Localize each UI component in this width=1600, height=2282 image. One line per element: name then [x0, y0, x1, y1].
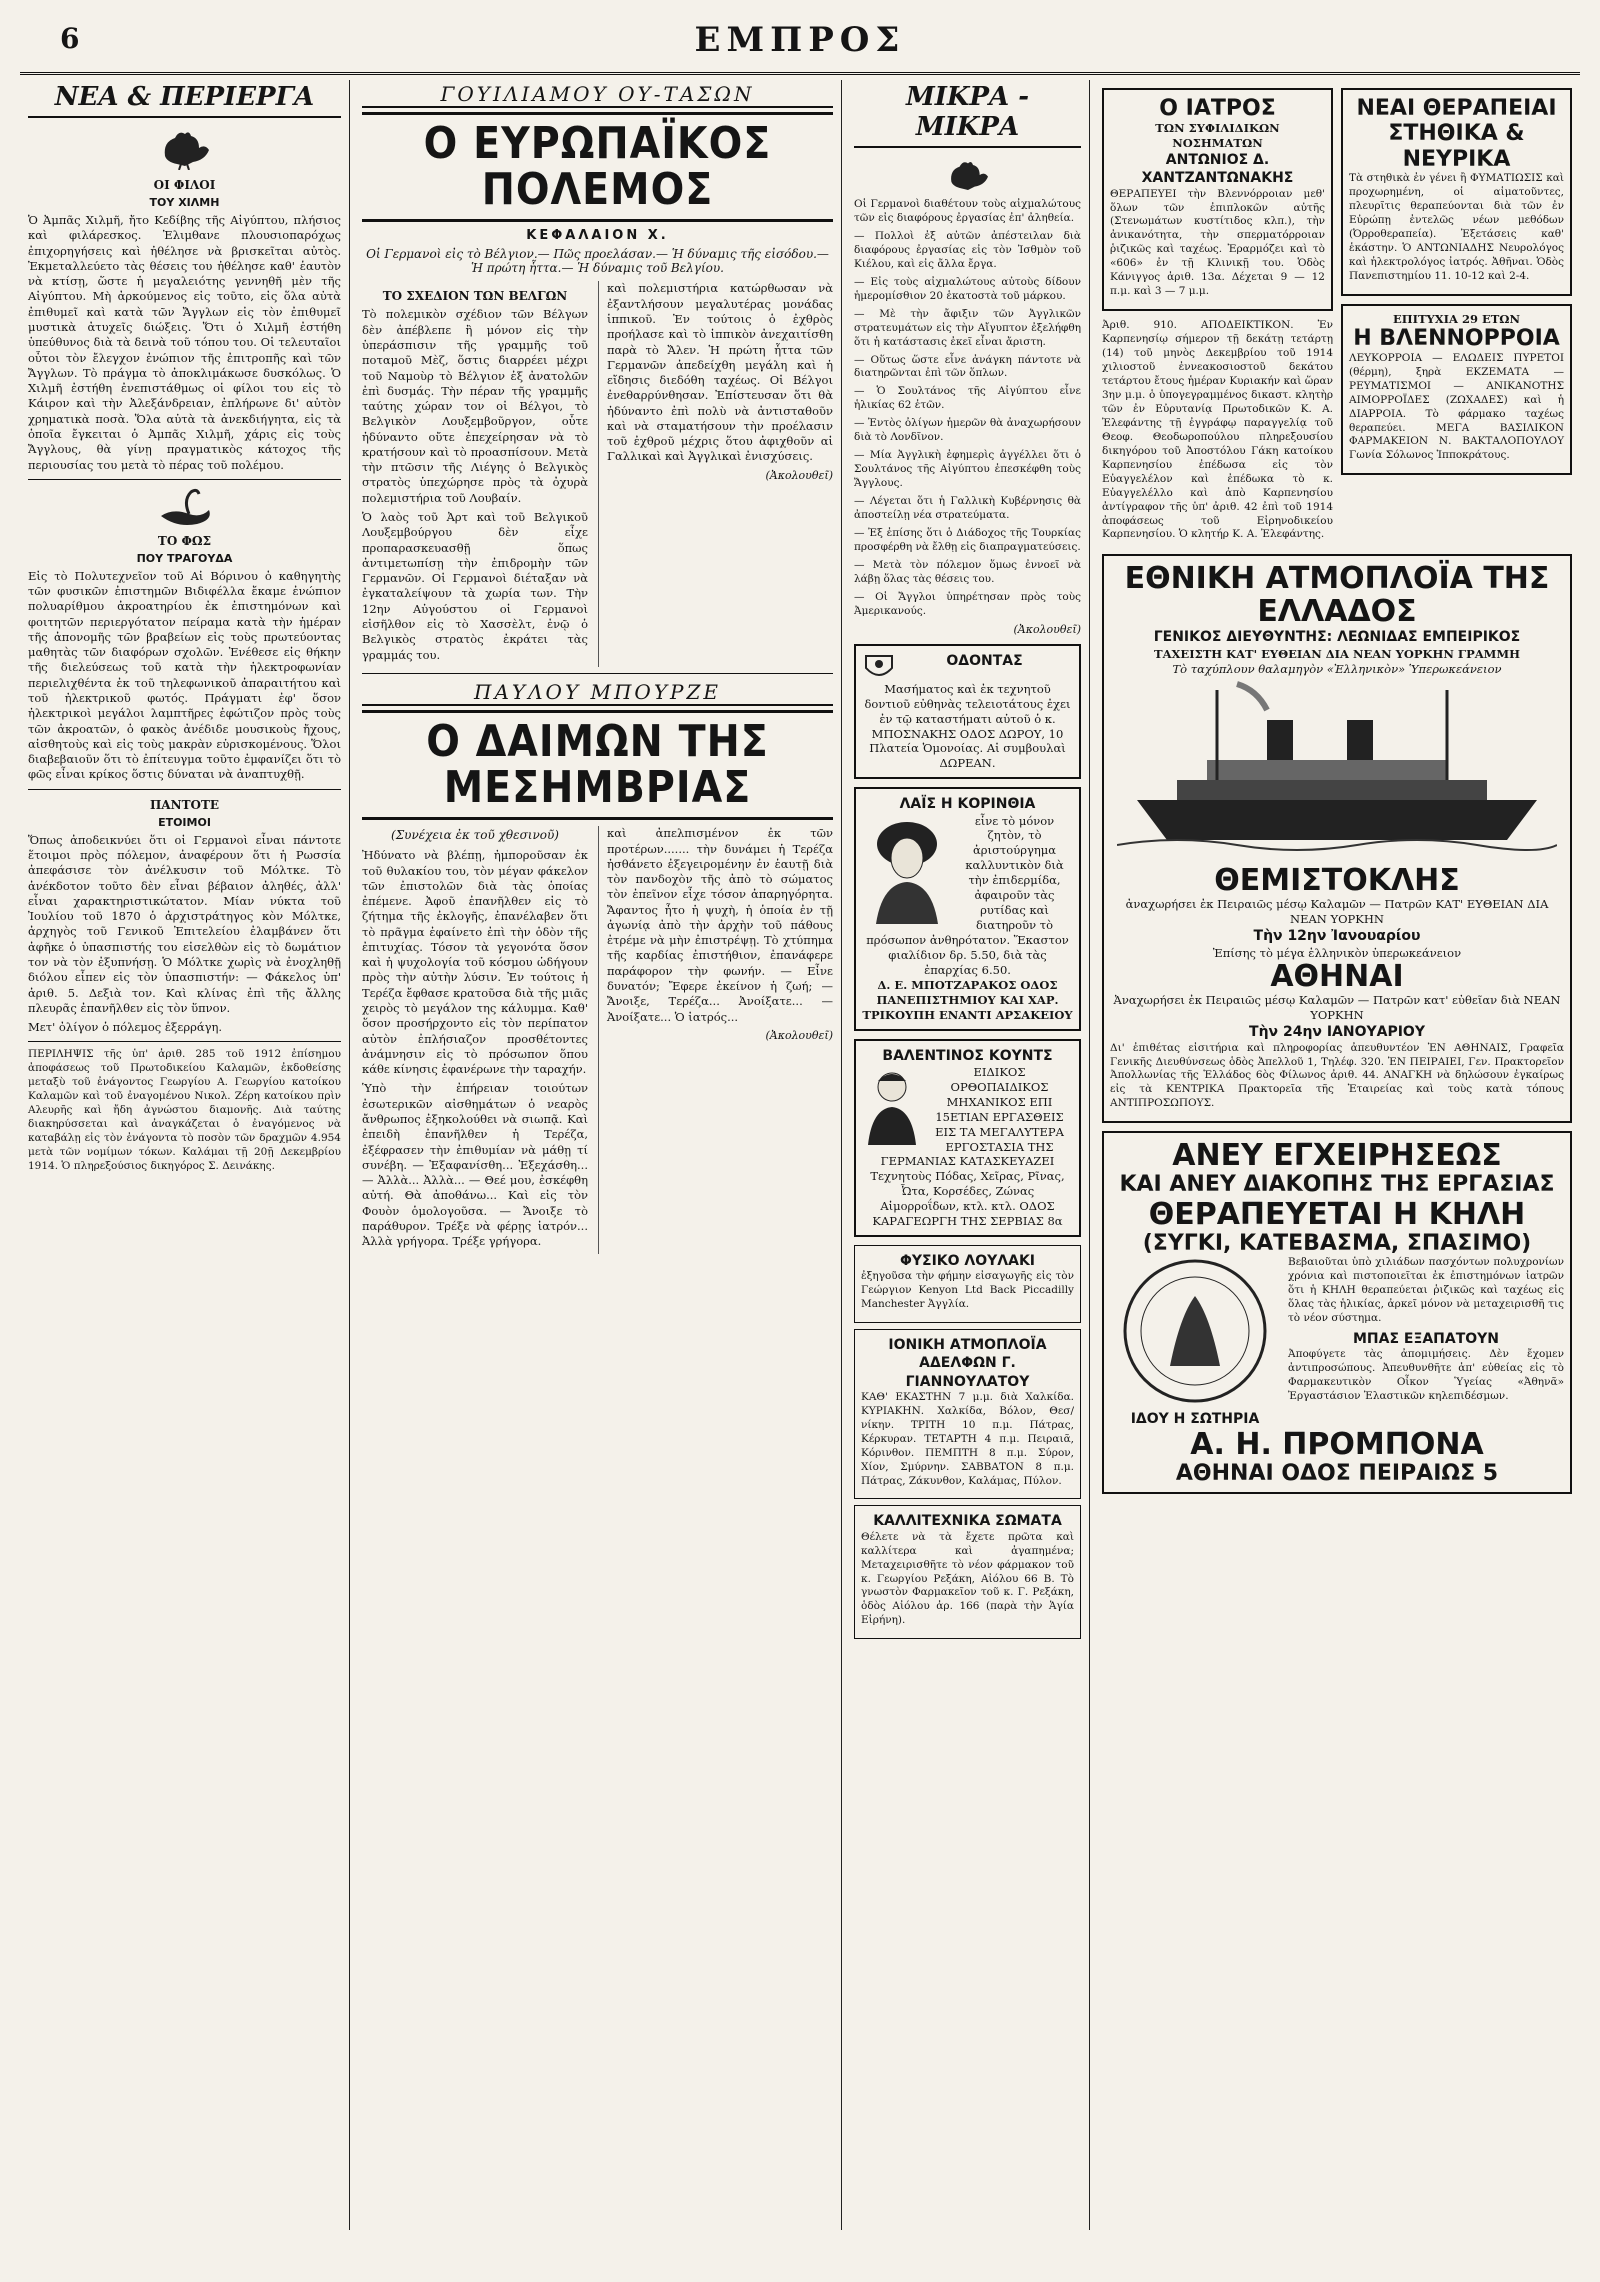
continued-note: (Ἀκολουθεῖ) — [765, 1028, 833, 1042]
column-ads — [1094, 80, 1580, 2230]
ad-text: εἶνε τὸ μόνον ζητὸν, τὸ ἀριστούργημα καλλυντικὸν διὰ τὴν ἐπιδερμίδα, ἀφαιροῦν τὰς ρυτίδας καὶ διατηροῦν τὸ πρόσωπον ἀνθηρότατον. Ἕκαστον φιαλίδιον δρ. 5.50, διὰ τὰς ἐπαρχίας 6.50. — [866, 813, 1069, 977]
brief-item: — Πολλοὶ ἐξ αὐτῶν ἀπέστειλαν διὰ διαφόρους ἐργασίας εἰς τὸν Ἰσθμὸν τοῦ Κιέλου, καὶ εἰς ἄλλα ἔργα. — [854, 229, 1081, 270]
brief-item: — Λέγεται ὅτι ἡ Γαλλικὴ Κυβέρνησις θὰ ἀποστείλῃ νέα στρατεύματα. — [854, 495, 1081, 522]
ad-text: ΛΕΥΚΟΡΡΟΙΑ — ΕΛΩΔΕΙΣ ΠΥΡΕΤΟΙ (θέρμη), ξηρὰ ΕΚΖΕΜΑΤΑ — ΡΕΥΜΑΤΙΣΜΟΙ — ΑΝΙΚΑΝΟΤΗΣ ΑΙΜΟΡΡΟΪΔΕΣ (ΖΩΧΑΔΕΣ) καὶ ἡ ΔΙΑΡΡΟΙΑ. Τὸ φάρμακο ταχέως θεραπεύει. ΜΕΓΑ ΒΑΣΙΛΙΚΟΝ ΦΑΡΜΑΚΕΙΟΝ Ν. ΒΑΚΤΑΛΟΠΟΥΛΟΥ Γωνία Σόλωνος Ἱπποκράτους. — [1349, 351, 1564, 462]
ad-seller: Α. Η. ΠΡΟΜΠΟΝΑ — [1190, 1427, 1484, 1463]
brief-item: — Μετὰ τὸν πόλεμον ὅμως ἐννοεῖ νὰ λάβῃ ὅλας τὰς θέσεις του. — [854, 558, 1081, 585]
steamship-icon — [1117, 680, 1557, 860]
serial-body — [362, 281, 833, 666]
brief-item: — Οἱ Ἄγγλοι ὑπηρέτησαν πρὸς τοὺς Ἀμερικανούς. — [854, 590, 1081, 617]
article-text: καὶ ἀπελπισμένον ἐκ τῶν προτέρων....... τὴν δυνάμει ἡ Τερέζα ἠσθάνετο ἐξεγειρομένην ἐν ἑαυτῇ διὰ τὸν πανδοχὸν τῆς ἀπὸ τὸ σώματος τὸν ἐπεῖνον εἶχε τόσον ἀπαρηγόρητα. Ἄφαντος ἦτο ἡ ψυχὴ, ἡ ὁποία ἐν τῇ ἀγωνίᾳ ἀπὸ τὴν ἀρχὴν τοῦ πάθους ἐτρέμε νὰ μὴν ἐπιστρέψῃ. Τὸ χτύπημα τῆς καρδίας ἐπιστήθιον, ἐπανάφερε παράφορον τὴν φωνήν. — Εἶνε δυνατόν; Ἔφερε ἐκείνον ἡ ζωή; — Ἄνοιξε, Τερέζα... Ἀνοίξατε... — Ἀνοίξατε... Ὁ ἰατρός... — [607, 826, 833, 1024]
brief-item: — Ἐξ ἐπίσης ὅτι ὁ Διάδοχος τῆς Τουρκίας προσφέρθη νὰ ἔλθῃ εἰς διαπραγματεύσεις. — [854, 527, 1081, 553]
briefs-list — [854, 198, 1081, 619]
column-news — [20, 80, 350, 2230]
ad-title: ΕΘΝΙΚΗ ΑΤΜΟΠΛΟΪΑ ΤΗΣ ΕΛΛΑΔΟΣ — [1124, 561, 1550, 630]
ad-subtitle: ΤΩΝ ΣΥΦΙΛΙΔΙΚΩΝ ΝΟΣΗΜΑΤΩΝ — [1155, 121, 1280, 151]
ad-title: Ο ΙΑΤΡΟΣ — [1159, 96, 1276, 121]
article-text: Τὸ πολεμικὸν σχέδιον τῶν Βέλγων δὲν ἀπέβλεπε ἢ μόνον εἰς τὴν ὑπεράσπισιν τῆς γραμμῆς τοῦ ποταμοῦ Μὲζ, ὅστις διαρρέει μέχρι τοῦ Ναμοὺρ τὸ Βέλγιον ἐξ ἀνατολῶν ἐπὶ δυσμάς. Τὴν πέραν τῆς γραμμῆς ταύτης χώραν τον οἱ Βέλγοι, τὸ Βελγικὸν Λουξεμβοῦργον, οὗτε ἠδύναντο οὔτε ἐπεχείρησαν νὰ τὸ κρατήσουν καὶ τὸ προασπίσουν. Μετὰ τὴν πτῶσιν τῆς Λιέγης ὁ Βελγικὸς στρατὸς ὑπεχώρησε πρὸς τὰ ὀχυρὰ πολεμιστήρια τοῦ Λουβαίν. — [362, 307, 588, 505]
ad-text: ΚΑΘ' ΕΚΑΣΤΗΝ 7 μ.μ. διὰ Χαλκίδα. ΚΥΡΙΑΚΗΝ. Χαλκίδα, Βόλον, Θεσ/νίκην. ΤΡΙΤΗ 10 π.μ. Πάτρας, Κέρκυραν. ΤΕΤΑΡΤΗ 4 π.μ. Πειραιᾶ, Κόρινθον. ΠΕΜΠΤΗ 8 π.μ. Σύρον, Χίον, Σμύρνην. ΣΑΒΒΑΤΟΝ 8 π.μ. Πάτρας, Ζάκυνθον, Καλάμας, Πύλον. — [861, 1390, 1074, 1487]
ad-title: ΟΔΟΝΤΑΣ — [946, 652, 1023, 669]
ad-dentist — [854, 644, 1081, 780]
rooster-icon — [943, 156, 993, 194]
ad-text: Τὰ στηθικὰ ἐν γένει ἢ ΦΥΜΑΤΙΩΣΙΣ καὶ προχωρημένη, οἱ αἱματοῦντες, πλευρῖτις θεραπεύονται διὰ τῶν ἐν Εὐρώπῃ ἐντελῶς νέων μεθόδων (Ὀρροθεραπεία). Ἐξετάσεις καθ' ἑκάστην. Ὁ ΑΝΤΩΝΙΑΔΗΣ Νευρολόγος καὶ ἠλεκτρολόγος ἰατρός. Ἀθῆναι. Ὁδὸς Πανεπιστημίου 11. 10-12 καὶ 2-4. — [1349, 171, 1564, 282]
serial-headline: Ο ΔΑΙΜΩΝ ΤΗΣ ΜΕΣΗΜΒΡΙΑΣ — [362, 710, 833, 820]
ad-text: Μασήματος καὶ ἐκ τεχνητοῦ δοντιοῦ εὐθηνὰς τελειοτάτους ἐχει ἐν τῷ καταστήματι αὐτοῦ ὁ κ. ΜΠΟΣΝΑΚΗΣ ΟΔΟΣ ΔΩΡΟΥ, 10 Πλατεία Ὁμονοίας. Αἱ συμβουλαὶ ΔΩΡΕΑΝ. — [864, 681, 1071, 771]
brief-item: — Ἐντὸς ὀλίγων ἡμερῶν θὰ ἀναχωρήσουν διὰ τὸ Λονδῖνον. — [854, 417, 1081, 444]
serial-headline: Ο ΕΥΡΩΠΑΪΚΟΣ ΠΟΛΕΜΟΣ — [362, 112, 833, 222]
ad-address: ΑΘΗΝΑΙ ΟΔΟΣ ΠΕΙΡΑΙΩΣ 5 — [1175, 1461, 1499, 1487]
page-number: 6 — [60, 22, 80, 55]
ad-hernia — [1102, 1131, 1572, 1494]
ad-director: ΓΕΝΙΚΟΣ ΔΙΕΥΘΥΝΤΗΣ: ΛΕΩΝΙΔΑΣ ΕΜΠΕΙΡΙΚΟΣ — [1153, 629, 1521, 646]
article-title: ΟΙ ΦΙΛΟΙ — [153, 178, 216, 192]
article-text: Ὅπως ἀποδεικνύει ὅτι οἱ Γερμανοὶ εἶναι πάντοτε ἕτοιμοι πρὸς πόλεμον, ἀναφέρουν ὅτι ἡ Ρωσσία ἀπεφάσισε τὸν ἀνέλκυσιν τοῦ Μόλτκε. Τὸ ἀνέκδοτον τοῦτο δὲν εἶναι βέβαιον ἀληθές, ἀλλ' εἶναι χαρακτηριστικώτατον. Μίαν νύκτα τοῦ Ἰουλίου τοῦ 1870 ὁ ἀρχιστράτηγος κὸν Μόλτκε, ἀρχηγὸς τοῦ Γενικοῦ Ἐπιτελείου ἐλαμβάνεν ὅτι ἀφῆκε ὁ ὑπασπιστής του εἰσελθὼν εἰς τὸ δωμάτιον τον νὰ τὸν ἐξυπνήσῃ. Ὁ Μόλτκε χωρὶς νὰ ἐνοχληθῇ διόλου εἶπεν εἰς τὸν ὑπασπιστήν: — Φάκελος ὑπ' ἀριθ. 5. Δεξιὰ τον. Καὶ κλίνας ἐπὶ τῆς ἄλλης πλευρᾶς ἐπανῆλθεν εἰς τὸν ὕπνον. — [28, 832, 341, 1015]
ship-date: Τὴν 12ην Ἰανουαρίου — [1253, 928, 1421, 945]
masthead — [20, 20, 1580, 75]
legal-notice: Ἀριθ. 910. ΑΠΟΔΕΙΚΤΙΚΟΝ. Ἐν Καρπενησίῳ σήμερον τῇ δεκάτῃ τετάρτῃ (14) τοῦ μηνὸς Δεκεμβρίου τοῦ 1914 χιλιοστοῦ ἐννεακοσιοστοῦ δεκάτου τετάρτου ἔτους ἡμέραν Κυριακήν καὶ ὥραν 3ην μ.μ. ὁ ὑπογεγραμμένος δικαστ. κλητὴρ τῶν ἐν Εὐρυτανίᾳ Πρωτοδικῶν Κ. Α. Ἐλεφάντης τῇ ἐγγράφῳ παραγγελίᾳ τοῦ Θεοφ. Θεοδωροπούλου πληρεξουσίου δικηγόρου τοῦ Ἀποστόλου Γάκη κατοίκου Καρπενησίου ἐπέδωσα εἰς τὸν Εὐαγγελέλον καὶ ἐπέδωκα τὸ κ. Εὐαγγελέλλο καὶ ἀπὸ Καρπενησίου ἀντίγραφον τῆς ὑπ' ἀριθ. 42 ἐπὶ τοῦ 1914 ἀποφάσεως τοῦ Εἰρηνοδικείου Καρπενησίου. Ὁ κλητήρ Κ. Α. Ἐλεφάντης. — [1102, 319, 1333, 541]
section-title-news: ΝΕΑ & ΠΕΡΙΕΡΓΑ — [28, 82, 341, 118]
ad-seller: Δ. Ε. ΜΠΟΤΖΑΡΑΚΟΣ ΟΔΟΣ ΠΑΝΕΠΙΣΤΗΜΙΟΥ ΚΑΙ ΧΑΡ. ΤΡΙΚΟΥΠΗ ΕΝΑΝΤΙ ΑΡΣΑΚΕΙΟΥ — [862, 977, 1073, 1022]
article-subtitle: ΤΟΥ ΧΙΛΜΗ — [149, 196, 220, 209]
ad-title: ΒΑΛΕΝΤΙΝΟΣ ΚΟΥΝΤΣ — [882, 1047, 1053, 1064]
ad-title: ΝΕΑΙ ΘΕΡΑΠΕΙΑΙ ΣΤΗΘΙΚΑ & ΝΕΥΡΙΚΑ — [1356, 96, 1557, 172]
ad-headline: ΘΕΡΑΠΕΥΕΤΑΙ Η ΚΗΛΗ — [1148, 1196, 1526, 1232]
ad-doctor-name: ΑΝΤΩΝΙΟΣ Δ. ΧΑΝΤΖΑΝΤΩΝΑΚΗΣ — [1141, 152, 1294, 187]
ad-text: Βεβαιοῦται ὑπὸ χιλιάδων πασχόντων πολυχρονίων χρόνια καὶ πιστοποιεῖται ἐκ ἐπιστημόνων ἰατρῶν ὅτι ἡ ΚΗΛΗ θεραπεύεται ῥιζικῶς καὶ ταχέως εἰς ὅλας τὰς ἡλικίας, ἀρκεῖ μόνον νὰ μεταχειρισθῆ τις τὸ νέον σύστημα. — [1288, 1255, 1564, 1324]
article-subtitle: ΕΤΟΙΜΟΙ — [158, 815, 211, 829]
serial-author: ΓΟΥΙΛΙΑΜΟΥ ΟΥ-ΤΑΣΩΝ — [362, 82, 833, 108]
ad-text: Θέλετε νὰ τὰ ἔχετε πρῶτα καὶ καλλίτερα καὶ ἀγαπημένα; Μεταχειρισθῆτε τὸ νέον φάρμακον τοῦ κ. Γεωργίου Ρεξάκη, Αἰόλου 66 Β. Τὸ γνωστὸν Φαρμακεῖον τοῦ κ. Γ. Ρεξάκη, ὁδὸς Αἰόλου ἀρ. 166 (παρὰ τὴν Ἁγία Εἰρήνη). — [861, 1530, 1074, 1627]
article-subtitle: ΠΟΥ ΤΡΑΓΟΥΔΑ — [136, 551, 233, 565]
column-briefs — [846, 80, 1090, 2230]
hernia-body — [1110, 1256, 1564, 1428]
brief-item: — Μία Ἀγγλικὴ ἐφημερὶς ἀγγέλλει ὅτι ὁ Σουλτάνος τῆς Αἰγύπτου ἐπεσκέφθη τοὺς Ἄγγλους. — [854, 449, 1081, 490]
ad-title: ΦΥΣΙΚΟ ΛΟΥΛΑΚΙ — [899, 1253, 1036, 1270]
divider — [28, 479, 341, 480]
ad-shipping-ionian — [854, 1329, 1081, 1499]
brief-item: — Εἰς τοὺς αἰχμαλώτους αὐτοὺς δίδουν ἡμερομίσθιον 20 ἑκατοστὰ τοῦ μάρκου. — [854, 275, 1081, 302]
ship-name: ΘΕΜΙΣΤΟΚΛΗΣ — [1214, 863, 1460, 899]
ad-blennorrhea — [1341, 304, 1572, 476]
column-serials — [354, 80, 842, 2230]
chapter-title: ΚΕΦΑΛΑΙΟΝ X. — [526, 228, 669, 244]
ad-new-therapies — [1341, 88, 1572, 296]
ad-cosmetic — [854, 787, 1081, 1030]
ad-text: ΕΙΔΙΚΟΣ ΟΡΘΟΠΑΙΔΙΚΟΣ ΜΗΧΑΝΙΚΟΣ ΕΠΙ 15ΕΤΙΑΝ ΕΡΓΑΣΘΕΙΣ ΕΙΣ ΤΑ ΜΕΓΑΛΥΤΕΡΑ ΕΡΓΟΣΤΑΣΙΑ ΤΗΣ ΓΕΡΜΑΝΙΑΣ ΚΑΤΑΣΚΕΥΑΖΕΙ Τεχνητοὺς Πόδας, Χεῖρας, Ρῖνας, Ὦτα, Κορσέδες, Ζώνας Αἰμορροΐδων, κτλ. κτλ. ΟΔΟΣ ΚΑΡΑΓΕΩΡΓΗ ΤΗΣ ΣΕΡΒΙΑΣ 8α — [870, 1064, 1065, 1229]
ad-warning: Ἀποφύγετε τὰς ἀπομιμήσεις. Δὲν ἔχομεν ἀντιπροσώπους. Ἀπευθυνθῆτε ἀπ' εὐθείας εἰς τὸ Φαρμακευτικὸν Οἶκον Ὑγείας «Ἀθηνᾶ» Ἐργαστάσιον Ἐλαστικῶν κηλεπιδέσμων. — [1288, 1347, 1564, 1402]
article-text: Ὁ λαὸς τοῦ Ἀρτ καὶ τοῦ Βελγικοῦ Λουξεμβούργου δὲν εἶχε προπαρασκευασθῇ ὅπως ἀντιμετωπίσῃ τὴν ἐπιδρομὴν τῶν Γερμανῶν. Οἱ Γερμανοὶ διέταξαν νὰ ἐγκαταλείψουν τὰ χωρία των. Τὴν 12ην Αὐγούστου οἱ Γερμανοὶ εἰσῆλθον εἰς τὸ Χασσὲλτ, ἐνῷ ὁ Βελγικὸς στρατὸς ἐκράτει τὰς γραμμάς του. — [362, 510, 588, 662]
ship-date: Τὴν 24ην ΙΑΝΟΥΑΡΙΟΥ — [1249, 1024, 1425, 1041]
ship-route: ἀναχωρήσει ἐκ Πειραιῶς μέσῳ Καλαμῶν — Πατρῶν ΚΑΤ' ΕΥΘΕΙΑΝ ΔΙΑ ΝΕΑΝ ΥΟΡΚΗΝ — [1125, 897, 1549, 927]
brief-item: — Ὁ Σουλτάνος τῆς Αἰγύπτου εἶνε ἡλικίας 62 ἐτῶν. — [854, 385, 1081, 412]
brief-item: — Μὲ τὴν ἄφιξιν τῶν Ἀγγλικῶν στρατευμάτων εἰς τὴν Αἴγυπτον ἐξελήφθη ὅτι ἡ κατάστασις ἐκεῖ εἶναι ἄριστη. — [854, 307, 1081, 348]
ad-text: ΘΕΡΑΠΕΥΕΙ τὴν Βλεννόρροιαν μεθ' ὅλων τῶν ἐπιπλοκῶν αὐτῆς (Στενωμάτων κυστίτιδος κλπ.), τὴν ἀνικανότητα, τὴν σπερματόρροιαν ῥιζικῶς καὶ ταχέως. Ἐραρμόζει καὶ τὸ «606» ἐν τῇ Κλινικῇ του. Ὁδὸς Κάνιγγος ἀριθ. 13α. Δέχεται 9 — 12 π.μ. καὶ 3 — 7 μ.μ. — [1110, 187, 1325, 298]
ad-warning-title: ΜΠΑΣ ΕΞΑΠΑΤΟΥΝ — [1352, 1330, 1500, 1347]
ad-headline: ΚΑΙ ΑΝΕΥ ΔΙΑΚΟΠΗΣ ΤΗΣ ΕΡΓΑΣΙΑΣ — [1119, 1172, 1555, 1198]
legal-notice: ΠΕΡΙΛΗΨΙΣ τῆς ὑπ' ἀριθ. 285 τοῦ 1912 ἐπίσημου ἀποφάσεως τοῦ Πρωτοδικείου Καλαμῶν, ἐκδοθείσης μεταξὺ τοῦ ἐνάγοντος Γεωργίου Α. Γεωργίου κατοίκου Καλαμῶν καὶ τοῦ ἐναγομένου Νικολ. Ζέρη κατοίκου πρὶν Αλευρῆς καὶ ἤδη ἀγνώστου διαμονῆς. Διὰ ταύτης διακηρύσσεται καὶ ἀναγκάζεται ὁ ἐναγόμενος νὰ καταβάλῃ εἰς τὸν ἐνάγοντα τὸ ποσὸν τῶν δραχμῶν 4.954 μετὰ τῶν νομίμων τόκων. Καλάμαι τῇ 20ῇ Δεκεμβρίου 1914. Ὁ πληρεξούσιος δικηγόρος Σ. Δεινάκης. — [28, 1048, 341, 1172]
continuation-note: (Συνέχεια ἐκ τοῦ χθεσινοῦ) — [391, 828, 559, 843]
ship-route: Ἀναχωρήσει ἐκ Πειραιῶς μέσῳ Καλαμῶν — Πατρῶν κατ' εὐθεῖαν διὰ ΝΕΑΝ ΥΟΡΚΗΝ — [1113, 993, 1561, 1023]
ad-title: ΚΑΛΛΙΤΕΧΝΙΚΑ ΣΩΜΑΤΑ — [873, 1513, 1062, 1530]
salvation-emblem-icon — [1110, 1256, 1280, 1406]
serial-body — [362, 826, 833, 1253]
article-title: ΤΟ ΦΩΣ — [157, 533, 212, 548]
ad-title: Η ΒΛΕΝΝΟΡΡΟΙΑ — [1353, 326, 1560, 352]
ad-doctor — [1102, 88, 1333, 311]
article-text: Ὁ Ἀμπᾶς Χιλμῆ, ἤτο Κεδίβης τῆς Αἰγύπτου, πλήσιος καὶ φιλάρεσκος. Ἐλιμθανε πλουσιοπαρόχως ἐπιχορηγήσεις καὶ ἠθέλησε νὰ βρισκεῖται αὐτὸς. Ἐκμεταλλεύετο τὰς θέσεις του ἠθέλησε καθ' ἑαυτὸν νὰ κτίσῃ, ὥστε ἡ μεγαλειότης γεννηθῆ μὲν τῆς Αἰγύπτου. Μὴ ἀρκούμενος εἰς τοῦτο, εἰς ὅλα αὐτὰ ἐπιθυμεῖ καὶ κατὰ τῶν Ἄγγλων εἰς τὸν ἐπιθυμεῖ μυστικὰ ἀτυχεῖς διώξεις. Ὅτι ὁ Χιλμῆ ἐστήθη ὑπεύθυνος διὰ τὰ δεινὰ τοῦ τόπου του. Οἱ τελευταῖοι οὗτοι τὸν ἔλεγχον ἐνώπιον τῆς ἐπιτροπῆς καὶ τῶν Ἄγγλων. Τὸ πράγμα τὸ ἀποκλιμάκωσε δυσκόλως. Ὁ Χιλμῆ ἐστήθη ἐνεπιστάθμως οἱ φίλοι του εἰς τὸ Κάιρον καὶ τὴν Ἀλεξάνδρειαν, ἐπλήρωνε δι' αὐτὸν χρηματικὰ ποσὰ. Ὅλα αὐτὰ τὰ ἀνεκδιήγητα, εἰς τὰ ὁποῖα ἔγκειται ὁ Ἀμπᾶς Χιλμῆ, χάρις εἰς τοὺς Ἄγγλους, θὰ γίνῃ πραγματικὸς κάτοχος τῆς περιουσίας του μετὰ τὸ πέρας τοῦ πολέμου. — [28, 213, 341, 472]
article-title: ΠΑΝΤΟΤΕ — [149, 797, 220, 812]
continued-note: (Ἀκολουθεῖ) — [765, 468, 833, 482]
ad-headline: ΕΠΙΤΥΧΙΑ 29 ΕΤΩΝ — [1392, 311, 1521, 326]
divider — [362, 673, 833, 674]
divider — [28, 789, 341, 790]
article-text: Εἰς τὸ Πολυτεχνεῖον τοῦ Αἰ Βόρινου ὁ καθηγητὴς τῶν φυσικῶν ἐπιστημῶν Βιδιφέλλα ἔκαμε ἐνώπιον πολυαρίθμου ἀκροατηρίου ἐκ ἐπιστημόνων καὶ φοιτητῶν περιεργότατον πείραμα κατὰ τὴν ἡμέραν τῆς ἀπονομῆς τῶν βραβείων εἰς τοὺς πρωτεύοντας μαθητὰς τῶν διαφόρων σχολῶν. Ἐνέθεσε εἰς θήκην τῆς διελεύσεως τοῦ κατὰ τὴν ἡλεκτροφωνίαν περιελιχθέντα ἐκ τοῦ τηλεφωνικοῦ ἀπαραιτήτου καὶ τοῦ ἠλεκτρικοῦ φωτός. Πράγματι ἐφ' ὅσον ἠλεκτρικοὶ μεγάλοι λαμπτῆρες ἐφώτιζον πρὸς τοὺς τῶν ἀκροατῶν, ὁ φακὸς ἀνέδιδε μουσικοὺς ἤχους, αἰσθητοὺς καὶ εἰς τοὺς μακρὰν εὑρισκομένους. Ὅλοι διαβεβαιοῦν ὅτι τὸ ἐπίτευγμα τοῦτο ἐμφανίζει ὅτι τὸ φῶς εἶναι κρίκος ὅστις δύναται νὰ ἀναπτυχθῇ. — [28, 568, 341, 782]
crest-icon — [862, 652, 896, 682]
newspaper-name: ΕΜΠΡΟΣ — [694, 20, 906, 60]
ad-artistic-bodies — [854, 1505, 1081, 1639]
ad-orthopedic — [854, 1039, 1081, 1238]
section-subhead: ΤΟ ΣΧΕΔΙΟΝ ΤΩΝ ΒΕΛΓΩΝ — [382, 289, 568, 304]
emblem-label: ΙΔΟΥ Η ΣΩΤΗΡΙΑ — [1130, 1410, 1260, 1427]
brief-item: — Οὕτως ὥστε εἶνε ἀνάγκη πάντοτε νὰ διατηρῶνται ἐπὶ τῶν ὅπλων. — [854, 353, 1081, 380]
article-text: Ὑπὸ τὴν ἐπήρειαν τοιούτων ἐσωτερικῶν αἰσθημάτων ὁ νεαρὸς ἄνθρωπος ἐξηκολούθει νὰ σιωπᾷ. Καὶ ἐπειδὴ ἐπανῆλθεν ἡ Τερέζα, ἐξέφρασεν τὴν ἐπιθυμίαν νὰ μάθῃ τί συνέβη. — Ἐξαφανίσθη... Ἐξεχάσθη... — Ἀλλὰ... Ἀλλὰ... — Θεέ μου, ἐσκέφθη αὐτή. Θὰ ἀποθάνω... Καὶ εἰς τὸν Φουὸν ὁμολογοῦσα. — Ἄνοιξε τὸ παράθυρον. Τρέξε νὰ φέρῃς ἰατρόν... Ἀλλὰ γρήγορα. Τρέξε γρήγορα. — [362, 1081, 588, 1249]
serial-author: ΠΑΥΛΟΥ ΜΠΟΥΡΖΕ — [362, 680, 833, 706]
continued-note: (Ἀκολουθεῖ) — [1013, 622, 1081, 636]
ad-headline: (ΣΥΓΚΙ, ΚΑΤΕΒΑΣΜΑ, ΣΠΑΣΙΜΟ) — [1142, 1230, 1532, 1256]
ad-route: ΤΑΧΕΙΣΤΗ ΚΑΤ' ΕΥΘΕΙΑΝ ΔΙΑ ΝΕΑΝ ΥΟΡΚΗΝ ΓΡΑΜΜΗ — [1154, 646, 1520, 661]
ship-name: ΑΘΗΝΑΙ — [1270, 959, 1404, 995]
woman-portrait-icon — [862, 814, 952, 924]
chapter-summary: Οἱ Γερμανοὶ εἰς τὸ Βέλγιον.— Πῶς προελάσαν.— Ἡ δύναμις τῆς εἰσόδου.— Ἡ πρώτη ἧττα.— Ἡ δύναμις τοῦ Βελγίου. — [366, 247, 829, 276]
section-title-briefs: ΜΙΚΡΑ - ΜΙΚΡΑ — [854, 82, 1081, 148]
article-text: καὶ πολεμιστήρια κατώρθωσαν νὰ ἐξαντλήσουν μεγαλυτέρας μονάδας ἱππικοῦ. Ἐν τούτοις ὁ ἐχθρὸς προήλασε καὶ τὸ ἱππικὸν ἀνεχαιτίσθη παρὰ τὸ Ἄλεν. Ἡ πρώτη ἧττα τῶν Γερμανῶν ἀπεδείχθη μεγάλη καὶ ἡ εἴδησις διεδόθη ταχέως. Οἱ Βέλγοι ἐνεθαρρύνθησαν. Ἐπίστευσαν ὅτι θὰ ἠδύναντο ἐπὶ πολὺ νὰ ἀντισταθοῦν καὶ νὰ σταματήσουν τὴν προέλασιν τοῦ ἐχθροῦ μέχρις ὅτου ἀφιχθοῦν αἱ Γαλλικαὶ καὶ Ἀγγλικαὶ ἐνισχύσεις. — [607, 281, 833, 464]
swan-icon — [153, 486, 217, 526]
article-text: Ἠδύνατο νὰ βλέπῃ, ἠμποροῦσαν ἐκ τοῦ θυλακίου του, τὸν μέγαν φάκελον τῶν ἐπιστολῶν διὰ τὰς ὁποίας ἐπέμενε. Ἀφοῦ ἐπανῆλθεν εἰς τὸ ζήτημα τῆς ἐκλογῆς, ἐπανέλαβεν ὅτι τὸ πρᾶγμα ἐφαίνετο ἐπὶ τὴν ὁδὸν τῆς ἐπιτυχίας. Τόσον τὰ γεγονότα ὅσον καὶ ἡ ψυχολογία τοῦ κόσμου ὡδήγουν πρὸς τὴν αὐτὴν λύσιν. Ἐν τούτοις ἡ Τερέζα ἔφθασε κρατοῦσα διὰ τῆς μιᾶς χειρὸς τὸ μεγάλον της κάλυμμα. Καθ' ὅσον προσήρχοντο εἰς τὸν περίπατον αὐτὸν ἐπλήσιαζον προσθέτοντες ἀνάμνησιν εἰς τὸ πρόσωπον ὅπου κάθε κίνησις ἐφανέρωνε τὴν ταραχήν. — [362, 848, 588, 1077]
article-closing: Μετ' ὀλίγον ὁ πόλεμος ἐξερράγη. — [28, 1020, 223, 1035]
top-ads — [1102, 80, 1572, 546]
brief-item: Οἱ Γερμανοὶ διαθέτουν τοὺς αἰχμαλώτους τῶν εἰς διαφόρους ἐργασίας ἐπ' ἀληθεία. — [854, 198, 1081, 224]
ad-national-steamship — [1102, 554, 1572, 1123]
rooster-icon — [155, 126, 215, 170]
ad-headline: ΑΝΕΥ ΕΓΧΕΙΡΗΣΕΩΣ — [1172, 1138, 1502, 1174]
ship-intro: Ἐπίσης τὸ μέγα ἑλληνικὸν ὑπερωκεάνειον — [1212, 945, 1462, 960]
ad-title: ΛΑΪΣ Η ΚΟΡΙΝΘΙΑ — [899, 796, 1036, 813]
ad-title: ΙΟΝΙΚΗ ΑΤΜΟΠΛΟΪΑ ΑΔΕΛΦΩΝ Γ. ΓΙΑΝΝΟΥΛΑΤΟΥ — [888, 1337, 1047, 1390]
ad-text: ἐξηγοῦσα τὴν φήμην εἰσαγωγῆς εἰς τὸν Γεώργιον Kenyon Ltd Back Piccadilly Manchester Ἀγγλία. — [861, 1270, 1074, 1311]
newspaper-page — [20, 20, 1580, 2242]
man-portrait-icon — [862, 1065, 922, 1145]
ad-remedy — [854, 1245, 1081, 1323]
divider — [28, 1041, 341, 1042]
ad-caption: Τὸ ταχύπλουν θαλαμηγὸν «Ἐλληνικὸν» Ὑπερωκεάνειον — [1172, 661, 1502, 676]
ad-info: Δι' ἐπιθέτας εἰσιτήρια καὶ πληροφορίας ἀπευθυντέον ἘΝ ΑΘΗΝΑΙΣ, Γραφεῖα Γενικῆς Διευθύνσεως ὁδὸς Ἀπελλοῦ 1, Τηλέφ. 320. ἘΝ ΠΕΙΡΑΙΕΙ, Γεν. Πρακτορεῖον Ἀπολλωνίας τῆς Ἑλλάδος 6ὸς Φίλωνος ἀριθ. 44. ΑΝΑΓΚΗ νὰ δηλώσουν ἐγκαίρως εἰς τὰ ΚΕΝΤΡΙΚΑ Πρακτορεῖα τῆς Ἑταιρείας καὶ τοὺς κατὰ τόπους ΑΝΤΙΠΡΟΣΩΠΟΥΣ. — [1110, 1041, 1564, 1110]
